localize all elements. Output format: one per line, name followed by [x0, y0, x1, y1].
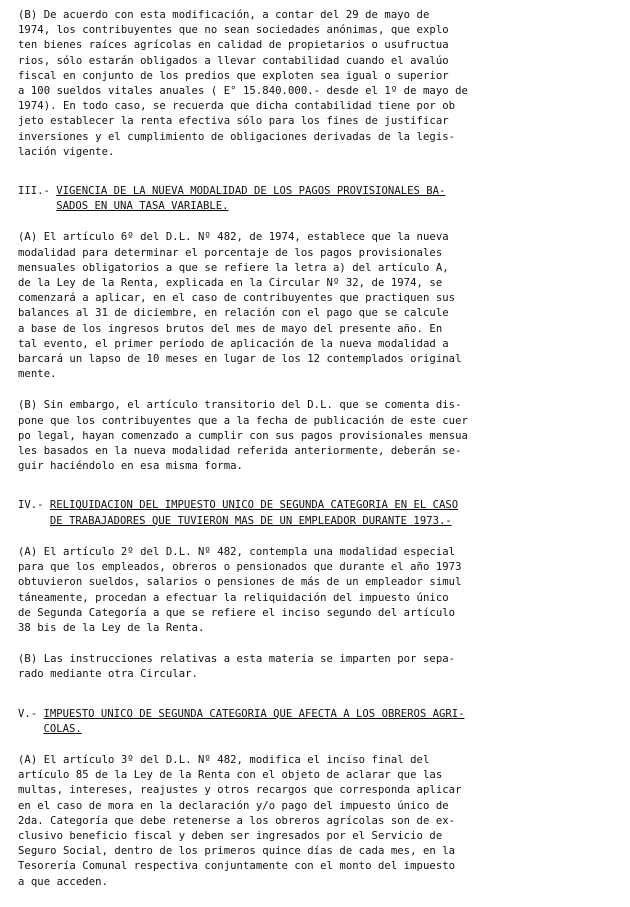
heading-line: [18, 707, 616, 722]
text-line: balances al 31 de diciembre, en relación con el pago que se calcule: [18, 307, 449, 320]
heading-line: [18, 498, 616, 513]
text-line: de la Ley de la Renta, explicada en la Circular Nº 32, de 1974, se: [18, 277, 443, 290]
text-line: jeto establecer la renta efectiva sólo para los fines de justificar: [18, 115, 449, 128]
section-title: DE TRABAJADORES QUE TUVIERON MAS DE UN EMPLEADOR DURANTE 1973.-: [49, 514, 452, 527]
text-line: Seguro Social, dentro de los primeros quince días de cada mes, en la: [18, 845, 456, 858]
text-line: 1974, los contribuyentes que no sean sociedades anónimas, que explo: [18, 24, 449, 37]
text-line: para que los empleados, obreros o pensionados que durante el año 1973: [18, 561, 462, 574]
section-heading-v: [18, 707, 616, 737]
section-number: III.-: [18, 185, 50, 198]
paragraph-a-reliquidation: [18, 545, 616, 636]
text-line: guir haciéndolo en esa misma forma.: [18, 460, 243, 473]
section-title: IMPUESTO UNICO DE SEGUNDA CATEGORIA QUE AFECTA A LOS OBREROS AGRI-: [43, 707, 465, 720]
text-line: en el caso de mora en la declaración y/o pago del impuesto único de: [18, 799, 449, 812]
paragraph-a-agricultural-workers: [18, 753, 616, 890]
text-line: (B) Sin embargo, el artículo transitorio del D.L. que se comenta dis-: [18, 399, 462, 412]
text-line: multas, intereses, reajustes y otros recargos que corresponda aplicar: [18, 784, 462, 797]
text-line: mensuales obligatorios a que se refiere la letra a) del artículo A,: [18, 261, 449, 274]
text-line: a 100 sueldos vitales anuales ( E° 15.840.000.- desde el 1º de mayo de: [18, 85, 468, 98]
text-line: (A) El artículo 3º del D.L. Nº 482, modifica el inciso final del: [18, 753, 430, 766]
text-line: 2da. Categoría que debe retenerse a los obreros agrícolas son de ex-: [18, 814, 456, 827]
text-line: lación vigente.: [18, 145, 115, 158]
text-line: (A) El artículo 6º del D.L. Nº 482, de 1974, establece que la nueva: [18, 231, 449, 244]
text-line: rios, sólo estarán obligados a llevar contabilidad cuando el avalúo: [18, 54, 449, 67]
text-line: artículo 85 de la Ley de la Renta con el objeto de aclarar que las: [18, 769, 443, 782]
section-number: IV.-: [18, 499, 44, 512]
text-line: comenzará a aplicar, en el caso de contribuyentes que practiquen sus: [18, 292, 456, 305]
text-line: (A) El artículo 2º del D.L. Nº 482, contempla una modalidad especial: [18, 545, 456, 558]
text-line: de Segunda Categoría a que se refiere el inciso segundo del artículo: [18, 606, 456, 619]
section-title: RELIQUIDACION DEL IMPUESTO UNICO DE SEGUNDA CATEGORIA EN EL CASO: [49, 499, 459, 512]
text-line: 1974). En todo caso, se recuerda que dicha contabilidad tiene por ob: [18, 100, 456, 113]
text-line: a que acceden.: [18, 875, 108, 888]
section-title: SADOS EN UNA TASA VARIABLE.: [56, 200, 229, 213]
heading-line: [18, 514, 616, 529]
text-line: po legal, hayan comenzado a cumplir con sus pagos provisionales mensua: [18, 429, 468, 442]
text-line: (B) De acuerdo con esta modificación, a contar del 29 de mayo de: [18, 9, 430, 21]
section-heading-iv: [18, 498, 616, 528]
text-line: obtuvieron sueldos, salarios o pensiones de más de un empleador simul: [18, 576, 462, 589]
text-line: mente.: [18, 368, 57, 381]
section-number: V.-: [18, 707, 38, 720]
text-line: fiscal en conjunto de los predios que exploten sea igual o superior: [18, 69, 449, 82]
text-line: 38 bis de la Ley de la Renta.: [18, 621, 205, 634]
text-line: clusivo beneficio fiscal y deben ser ingresados por el Servicio de: [18, 829, 443, 842]
text-line: tal evento, el primer período de aplicación de la nueva modalidad a: [18, 337, 449, 350]
paragraph-b-transitory-article: [18, 398, 616, 474]
text-line: táneamente, procedan a efectuar la reliquidación del impuesto único: [18, 591, 449, 604]
text-line: pone que los contribuyentes que a la fecha de publicación de este cuer: [18, 414, 468, 427]
document-page: [18, 8, 616, 890]
paragraph-b-accounting: [18, 8, 616, 160]
text-line: rado mediante otra Circular.: [18, 668, 198, 681]
heading-line: [18, 199, 616, 214]
text-line: inversiones y el cumplimiento de obligaciones derivadas de la legis-: [18, 130, 456, 143]
section-title: VIGENCIA DE LA NUEVA MODALIDAD DE LOS PAGOS PROVISIONALES BA-: [56, 185, 446, 198]
text-line: a base de los ingresos brutos del mes de mayo del presente año. En: [18, 322, 443, 335]
section-title: COLAS.: [43, 722, 82, 735]
heading-line: [18, 184, 616, 199]
text-line: Tesorería Comunal respectiva conjuntamente con el monto del impuesto: [18, 860, 456, 873]
text-line: ten bienes raíces agrícolas en calidad de propietarios o usufructua: [18, 39, 449, 52]
text-line: (B) Las instrucciones relativas a esta materia se imparten por sepa-: [18, 653, 456, 666]
heading-line: [18, 722, 616, 737]
text-line: modalidad para determinar el porcentaje de los pagos provisionales: [18, 246, 443, 259]
section-heading-iii: [18, 184, 616, 214]
paragraph-a-provisional-payments: [18, 230, 616, 382]
text-line: les basados en la nueva modalidad referida anteriormente, deberán se-: [18, 445, 462, 458]
text-line: barcará un lapso de 10 meses en lugar de los 12 contemplados original: [18, 353, 462, 366]
paragraph-b-instructions: [18, 652, 616, 682]
